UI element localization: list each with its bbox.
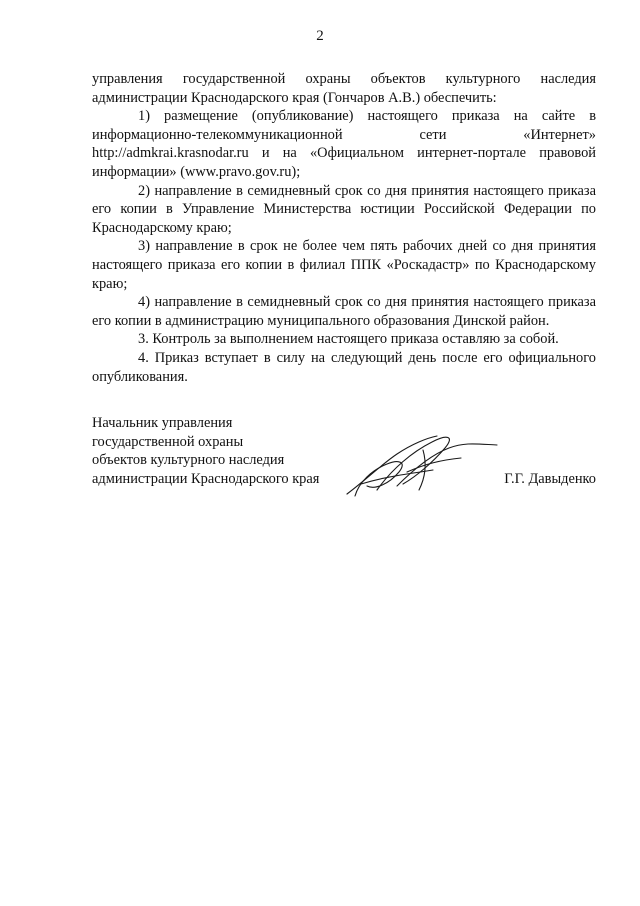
paragraph-clause-4: 4. Приказ вступает в силу на следующий день после его официального опубликования.	[92, 349, 596, 385]
paragraph-item-3: 3) направление в срок не более чем пять рабочих дней со дня принятия настоящего приказа его копии в филиал ППК «Роскадастр» по Краснодарскому краю;	[92, 238, 596, 292]
signer-position-line: Начальник управления	[92, 415, 233, 431]
document-body	[92, 70, 596, 386]
signature-block	[92, 414, 596, 488]
signer-position-line: государственной охраны	[92, 433, 244, 450]
paragraph-item-4: 4) направление в семидневный срок со дня принятия настоящего приказа его копии в администрацию муниципального образования Динской район.	[92, 294, 596, 329]
signer-position-line: администрации Краснодарского края	[92, 470, 320, 487]
signer-position-line: объектов культурного наследия	[92, 452, 285, 469]
paragraph-intro: управления государственной охраны объектов культурного наследия администрации Краснодарского края (Гончаров А.В.) обеспечить:	[92, 71, 596, 106]
paragraph-clause-3: 3. Контроль за выполнением настоящего приказа оставляю за собой.	[138, 331, 559, 348]
page-number: 2	[316, 28, 324, 44]
paragraph-item-1: 1) размещение (опубликование) настоящего приказа на сайте в информационно-телекоммуникационной сети «Интернет» http://admkrai.krasnodar.ru и на «Официальном интернет-портале правовой информации» (www.pravo.gov.ru);	[92, 108, 596, 180]
signer-name: Г.Г. Давыденко	[504, 470, 596, 487]
handwritten-signature	[337, 424, 507, 504]
paragraph-item-2: 2) направление в семидневный срок со дня принятия настоящего приказа его копии в Управление Министерства юстиции Российской Федерации по Краснодарскому краю;	[92, 182, 596, 236]
